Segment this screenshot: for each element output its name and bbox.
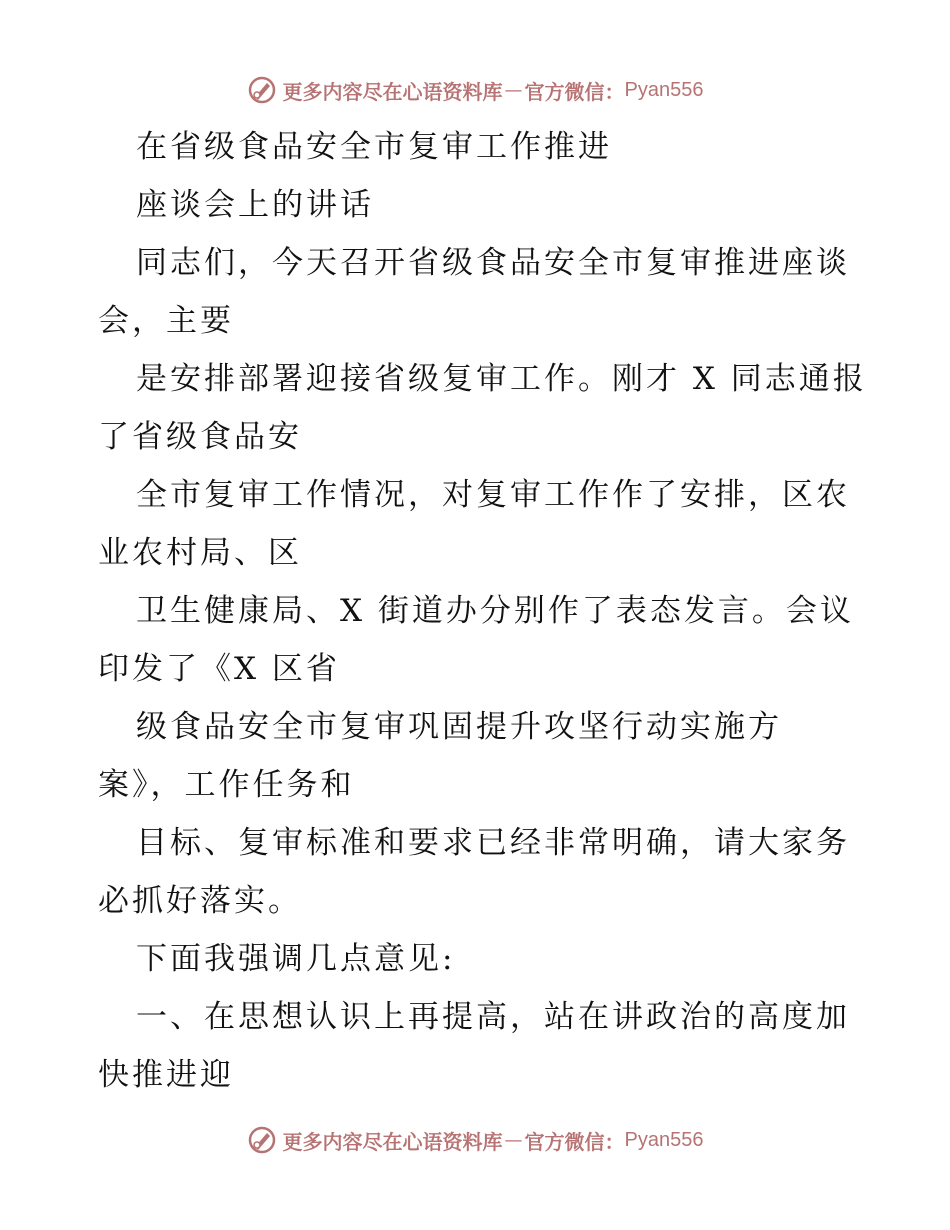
doc-line: 业农村局、区 xyxy=(98,535,302,571)
doc-line: 下面我强调几点意见: xyxy=(136,941,456,977)
doc-line: 级食品安全市复审巩固提升攻坚行动实施方 xyxy=(136,709,782,745)
doc-line: 必抓好落实。 xyxy=(98,883,302,919)
watermark-separator: — xyxy=(504,79,523,101)
watermark-separator: — xyxy=(504,1129,523,1151)
pen-logo-icon xyxy=(247,1125,277,1155)
doc-line: 印发了《X 区省 xyxy=(98,651,340,687)
pen-logo-icon xyxy=(247,75,277,105)
doc-line: 全市复审工作情况，对复审工作作了安排，区农 xyxy=(136,477,850,513)
doc-line: 目标、复审标准和要求已经非常明确，请大家务 xyxy=(136,825,850,861)
watermark-wechat-id: Pyan556 xyxy=(624,1128,704,1151)
watermark-site-text: 更多内容尽在心语资料库 xyxy=(282,1129,503,1154)
footer-watermark xyxy=(0,1120,950,1160)
header-watermark xyxy=(0,70,950,110)
doc-line: 了省级食品安 xyxy=(98,419,302,455)
doc-title-line-2: 座谈会上的讲话 xyxy=(136,187,374,223)
doc-title-line-1: 在省级食品安全市复审工作推进 xyxy=(136,129,612,165)
doc-line: 案》，工作任务和 xyxy=(98,767,355,803)
doc-line: 会，主要 xyxy=(98,303,234,339)
watermark-wechat-label: 官方微信： xyxy=(524,1129,625,1154)
watermark-site-text: 更多内容尽在心语资料库 xyxy=(282,79,503,104)
doc-line: 同志们，今天召开省级食品安全市复审推进座谈 xyxy=(136,245,850,281)
doc-line: 快推进迎 xyxy=(98,1057,234,1093)
doc-line: 是安排部署迎接省级复审工作。刚才 X 同志通报 xyxy=(136,361,867,397)
watermark-wechat-id: Pyan556 xyxy=(624,78,704,101)
doc-line: 卫生健康局、X 街道办分别作了表态发言。会议 xyxy=(136,593,854,629)
watermark-wechat-label: 官方微信： xyxy=(524,79,625,104)
document-body xyxy=(98,118,867,1104)
section-heading-line: 一、在思想认识上再提高，站在讲政治的高度加 xyxy=(136,999,850,1035)
